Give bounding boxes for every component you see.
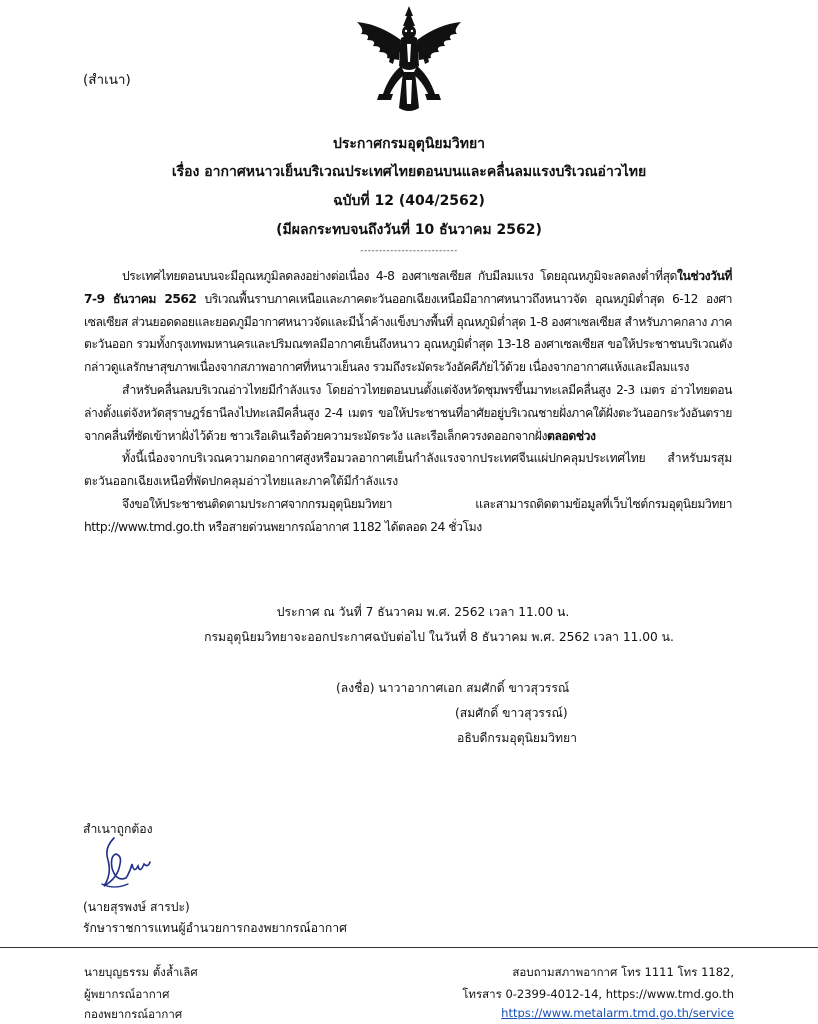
- paragraph-waves-emphasis: ตลอดช่วง: [547, 428, 596, 443]
- paragraph-temperature-dates: ในช่วงวันที่ 7-9 ธันวาคม 2562: [84, 269, 732, 306]
- footer-service-link[interactable]: https://www.metalarm.tmd.go.th/service: [501, 1006, 734, 1020]
- paragraph-temperature: [84, 265, 732, 379]
- paragraph-followup: จึงขอให้ประชาชนติดตามประกาศจากกรมอุตุนิยมวิทยา และสามารถติดตามข้อมูลที่เว็บไซต์กรมอุตุนิยมวิทยา http://www.tmd.go.th หรือสายด่วนพยากรณ์อากาศ 1182 ได้ตลอด 24 ชั่วโมง: [84, 496, 732, 534]
- paragraph-temperature-text-b: บริเวณพื้นราบภาคเหนือและภาคตะวันออกเฉียงเหนือมีอากาศหนาวถึงหนาวจัด อุณหภูมิต่ำสุด 6-12 องศาเซลเซียส ส่วนยอดดอยและยอดภูมีอากาศหนาวจัดและมีน้ำค้างแข็งบางพื้นที่ อุณหภูมิต่ำสุด 1-8 องศาเซลเซียส สำหรับภาคกลาง ภาคตะวันออก รวมทั้งกรุงเทพมหานครและปริมณฑลมีอากาศเย็นถึงหนาว อุณหภูมิต่ำสุด 13-18 องศาเซลเซียส ขอให้ประชาชนบริเวณดังกล่าวดูแลรักษาสุขภาพเนื่องจากสภาพอากาศที่หนาวเย็นลง รวมถึงระมัดระวังอัคคีภัยไว้ด้วย เนื่องจากอากาศแห้งและมีลมแรง: [84, 291, 732, 375]
- header-separator: --------------------------: [360, 246, 458, 256]
- copy-label: (สำเนา): [83, 72, 131, 88]
- document-effective-date: (มีผลกระทบจนถึงวันที่ 10 ธันวาคม 2562): [276, 222, 542, 238]
- footer-division: กองพยากรณ์อากาศ: [84, 1007, 183, 1021]
- footer-divider: [0, 947, 818, 948]
- next-announcement: กรมอุตุนิยมวิทยาจะออกประกาศฉบับต่อไป ในวันที่ 8 ธันวาคม พ.ศ. 2562 เวลา 11.00 น.: [204, 630, 674, 644]
- footer-forecaster-role: ผู้พยากรณ์อากาศ: [84, 987, 170, 1001]
- document-title: ประกาศกรมอุตุนิยมวิทยา: [332, 136, 486, 152]
- paragraph-waves-text: สำหรับคลื่นลมบริเวณอ่าวไทยมีกำลังแรง โดยอ่าวไทยตอนบนตั้งแต่จังหวัดชุมพรขึ้นมาทะเลมีคลื่นสูง 2-3 เมตร อ่าวไทยตอนล่างตั้งแต่จังหวัดสุราษฎร์ธานีลงไปทะเลมีคลื่นสูง 2-4 เมตร ขอให้ประชาชนที่อาศัยอยู่บริเวณชายฝั่งภาคใต้ฝั่งตะวันออกระวังอันตรายจากคลื่นที่ซัดเข้าหาฝั่งไว้ด้วย ชาวเรือเดินเรือด้วยความระมัดระวัง และเรือเล็กควรงดออกจากฝั่ง: [84, 382, 732, 443]
- handwritten-signature-icon: [94, 834, 156, 896]
- paragraph-temperature-text-a: ประเทศไทยตอนบนจะมีอุณหภูมิลดลงอย่างต่อเนื่อง 4-8 องศาเซลเซียส กับมีลมแรง โดยอุณหภูมิจะลดลงต่ำที่สุด: [122, 269, 678, 283]
- signatory-signed: (ลงชื่อ) นาวาอากาศเอก สมศักดิ์ ขาวสุวรรณ์: [336, 681, 570, 695]
- paragraph-cause: ทั้งนี้เนื่องจากบริเวณความกดอากาศสูงหรือมวลอากาศเย็นกำลังแรงจากประเทศจีนแผ่ปกคลุมประเทศไทย สำหรับมรสุมตะวันออกเฉียงเหนือที่พัดปกคลุมอ่าวไทยและภาคใต้มีกำลังแรง: [84, 451, 732, 489]
- announcement-body: [84, 265, 732, 539]
- certifier-name: (นายสุรพงษ์ สารปะ): [83, 900, 190, 914]
- footer-phone: สอบถามสภาพอากาศ โทร 1111 โทร 1182,: [512, 965, 734, 979]
- signatory-position: อธิบดีกรมอุตุนิยมวิทยา: [457, 731, 577, 745]
- certifier-position: รักษาราชการแทนผู้อำนวยการกองพยากรณ์อากาศ: [83, 921, 347, 935]
- footer-forecaster-name: นายบุญธรรม ตั้งล้ำเลิศ: [84, 965, 198, 979]
- announce-date: ประกาศ ณ วันที่ 7 ธันวาคม พ.ศ. 2562 เวลา 11.00 น.: [276, 605, 570, 619]
- garuda-emblem-icon: [349, 4, 469, 116]
- signatory-name: (สมศักดิ์ ขาวสุวรรณ์): [455, 706, 568, 720]
- certified-copy-label: สำเนาถูกต้อง: [83, 822, 153, 836]
- paragraph-waves: [84, 379, 732, 447]
- document-subject: เรื่อง อากาศหนาวเย็นบริเวณประเทศไทยตอนบนและคลื่นลมแรงบริเวณอ่าวไทย: [171, 164, 647, 180]
- document-issue-number: ฉบับที่ 12 (404/2562): [333, 193, 485, 209]
- footer-fax-website: โทรสาร 0-2399-4012-14, https://www.tmd.go.th: [462, 987, 734, 1001]
